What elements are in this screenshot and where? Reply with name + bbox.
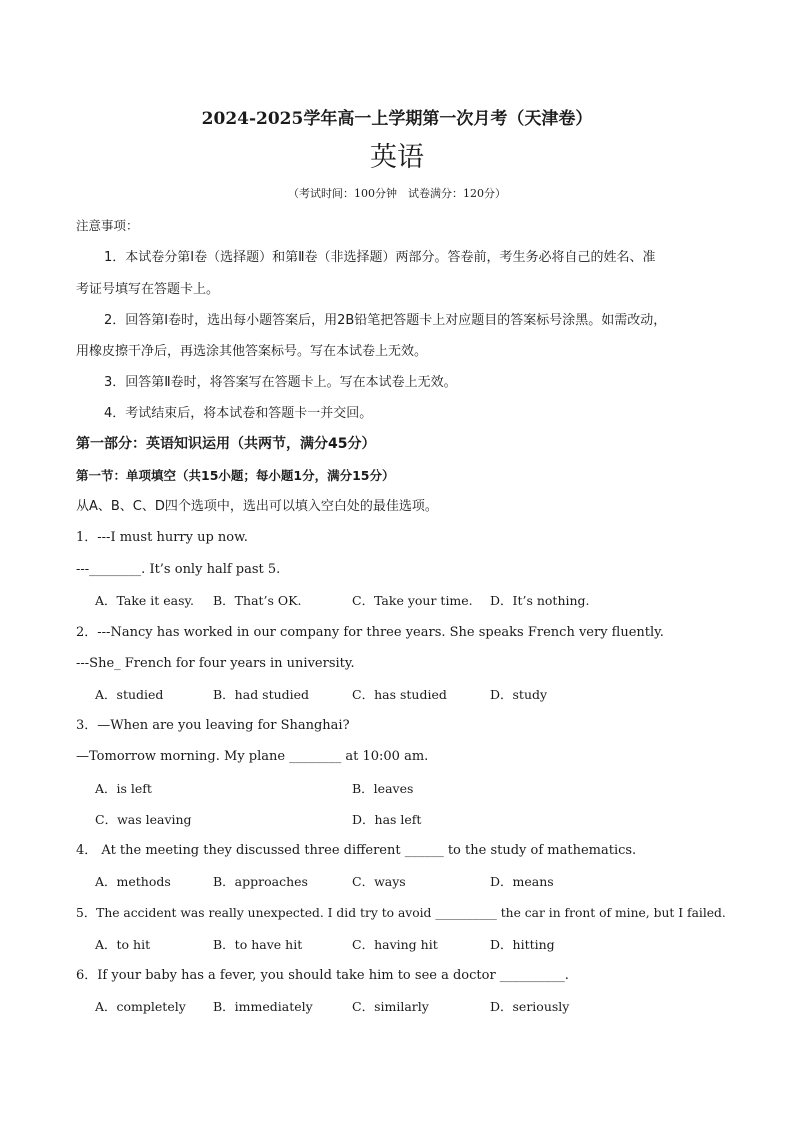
question-3-option-a: A．is left [95,781,152,796]
exam-title: 2024-2025学年高一上学期第一次月考（天津卷） [201,109,593,129]
question-5-option-d: D．hitting [490,937,555,952]
question-6-stem: 6．If your baby has a fever, you should take him to see a doctor __________. [76,968,569,983]
question-3-option-d: D．has left [352,812,422,827]
question-5-option-a: A．to hit [95,937,151,952]
question-1-option-c: C．Take your time. [352,593,473,608]
section1-heading: 第一节：单项填空（共15小题；每小题1分，满分15分） [76,468,395,483]
question-2-option-d: D．study [490,687,548,702]
question-2-option-a: A．studied [95,687,164,702]
question-4-option-b: B．approaches [213,874,308,889]
question-5-option-c: C．having hit [352,937,438,952]
question-2-response: ---She_ French for four years in university. [76,656,355,671]
question-4-option-d: D．means [490,874,554,889]
question-5-option-b: B．to have hit [213,937,303,952]
note-line-3: 3．回答第Ⅱ卷时，将答案写在答题卡上。写在本试卷上无效。 [104,375,457,390]
section1-instruction: 从A、B、C、D四个选项中，选出可以填入空白处的最佳选项。 [76,499,438,514]
question-3-option-c: C．was leaving [95,812,192,827]
notes-heading: 注意事项： [76,218,139,233]
subject-title: 英语 [370,142,424,173]
question-6-option-c: C．similarly [352,999,429,1014]
note-line-4: 4．考试结束后，将本试卷和答题卡一并交回。 [104,406,373,421]
question-1-response: ---________. It’s only half past 5. [76,562,281,577]
question-5-stem: 5．The accident was really unexpected. I did try to avoid __________ the car in front of mine, but I failed. [76,906,726,920]
question-3-stem: 3．—When are you leaving for Shanghai? [76,718,350,733]
question-6-option-d: D．seriously [490,999,570,1014]
question-4-stem: 4． At the meeting they discussed three different ______ to the study of mathematics. [76,843,637,858]
question-2-stem: 2．---Nancy has worked in our company for three years. She speaks French very fluently. [76,625,664,640]
question-2-option-c: C．has studied [352,687,447,702]
question-1-stem: 1．---I must hurry up now. [76,530,248,545]
question-1-option-a: A．Take it easy. [95,593,194,608]
question-4-option-c: C．ways [352,874,406,889]
part1-heading: 第一部分：英语知识运用（共两节，满分45分） [76,436,376,452]
question-3-response: —Tomorrow morning. My plane ________ at 10:00 am. [76,749,429,764]
note-line-2: 2．回答第Ⅰ卷时，选出每小题答案后，用2B铅笔把答题卡上对应题目的答案标号涂黑。如需改动， [104,313,667,328]
note-line-1: 1．本试卷分第Ⅰ卷（选择题）和第Ⅱ卷（非选择题）两部分。答卷前，考生务必将自己的姓名、准 [104,250,656,265]
question-6-option-b: B．immediately [213,999,313,1014]
question-1-option-b: B．That’s OK. [213,593,302,608]
note-line-1-cont: 考证号填写在答题卡上。 [76,282,220,297]
question-6-option-a: A．completely [95,999,186,1014]
question-4-option-a: A．methods [95,874,171,889]
question-2-option-b: B．had studied [213,687,310,702]
note-line-2-cont: 用橡皮擦干净后，再选涂其他答案标号。写在本试卷上无效。 [76,344,428,359]
question-1-option-d: D．It’s nothing. [490,593,590,608]
exam-info: （考试时间：100分钟 试卷满分：120分） [288,187,506,200]
question-3-option-b: B．leaves [352,781,414,796]
